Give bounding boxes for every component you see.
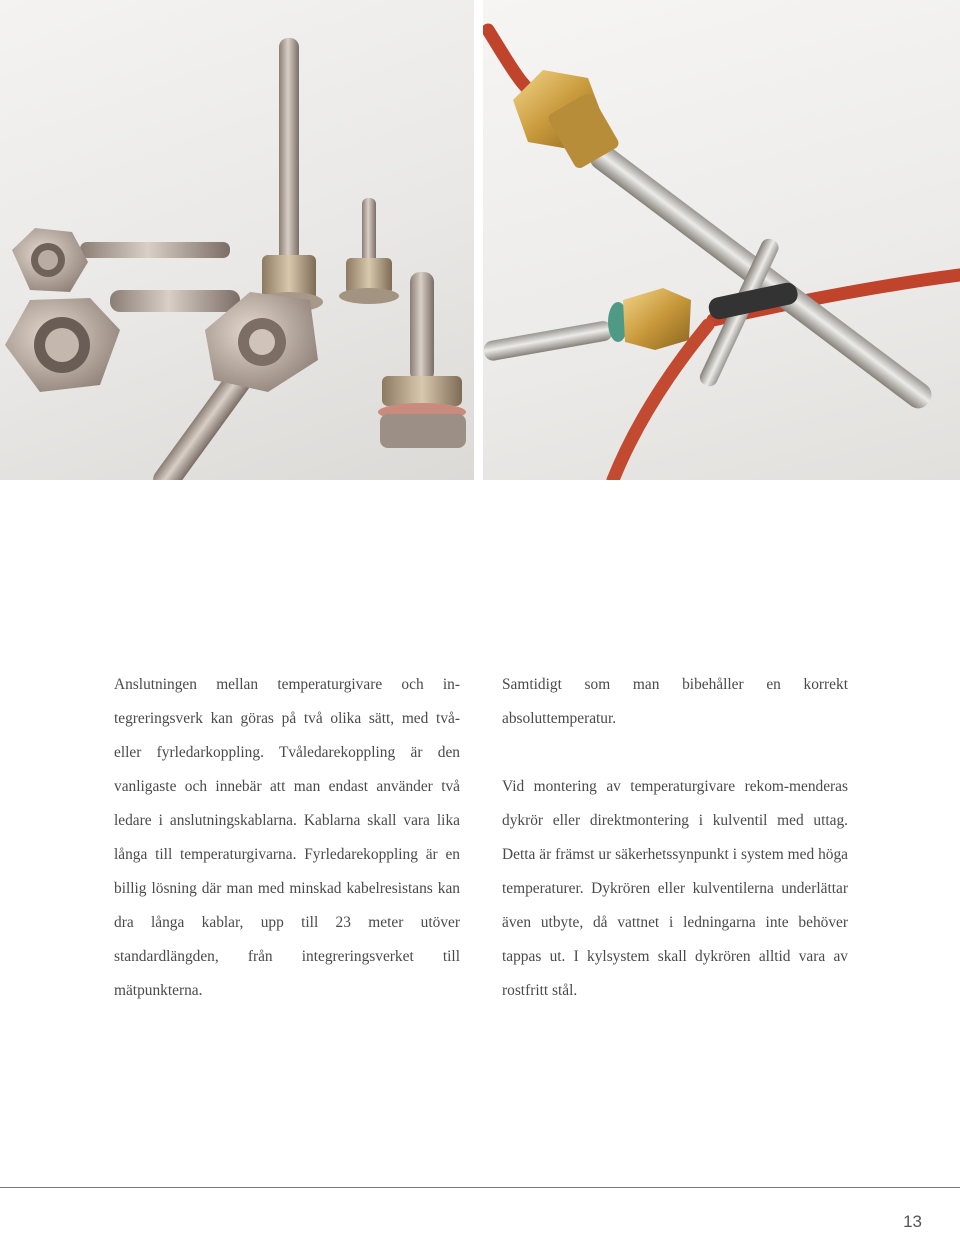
continuation-paragraph: Samtidigt som man bibehåller en korrekt absoluttemperatur. (502, 676, 848, 727)
temperature-sensor-cable-photo-icon (483, 0, 960, 480)
mounting-paragraph: Vid montering av temperaturgivare rekom-menderas dykrör eller direktmontering i kulventil med uttag. Detta är främst ur säkerhetssynpunkt i system med höga temperaturer. Dykrören eller kulventilerna underlättar även utbyte, då vattnet i ledningarna inte behöver tappas ut. I kylsystem skall dykrören alltid vara av rostfritt stål. (502, 778, 848, 999)
left-text-column (114, 668, 460, 1008)
thermowell-photo (0, 0, 474, 480)
sensor-cable-photo (483, 0, 960, 480)
right-text-column (502, 668, 848, 1008)
intro-paragraph: Anslutningen mellan temperaturgivare och in-tegreringsverk kan göras på två olika sätt, med två- eller fyrledarkoppling. Tvåledarekoppling är den vanligaste och innebär att man endast använder två ledare i anslutningskablarna. Kablarna skall vara lika långa till temperaturgivarna. Fyrledarekoppling är en billig lösning där man med minskad kabelresistans kan dra långa kablar, upp till 23 meter utöver standardlängden, från integreringsverket till mätpunkterna. (114, 676, 460, 999)
page-number: 13 (903, 1212, 922, 1231)
thermowell-product-photo-icon (0, 0, 474, 480)
footer-divider (0, 1187, 960, 1188)
